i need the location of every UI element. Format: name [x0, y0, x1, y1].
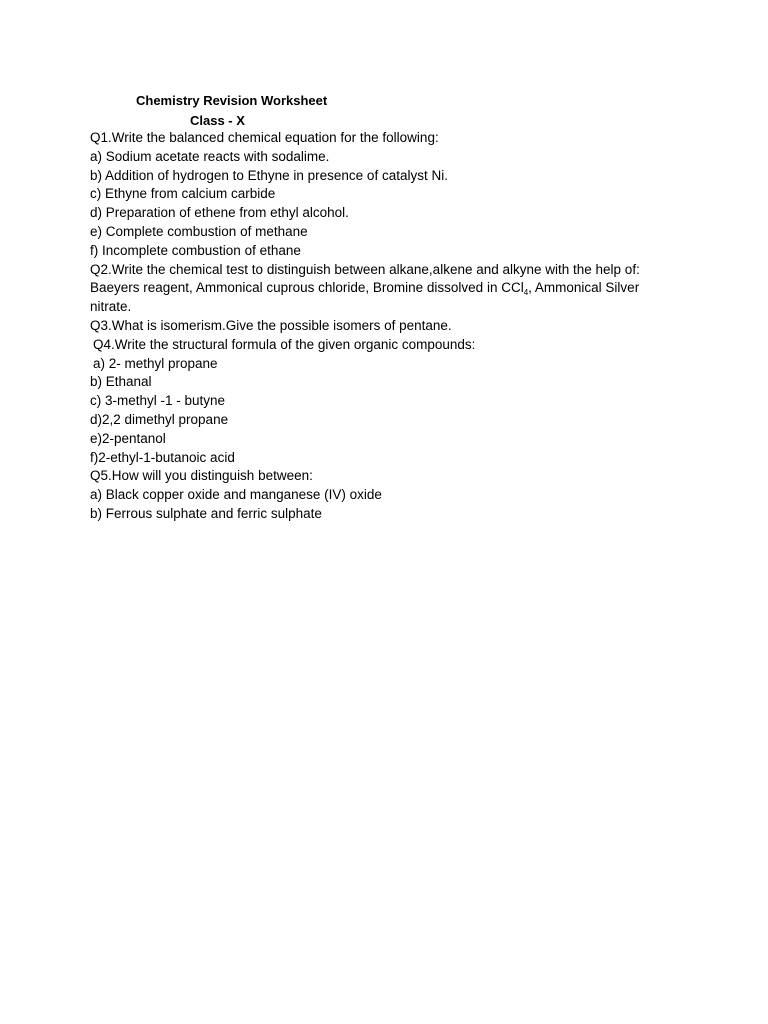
q4-item-c: c) 3-methyl -1 - butyne	[90, 393, 226, 409]
q5-prompt: Q5.How will you distinguish between:	[90, 468, 313, 484]
q1-item-a: a) Sodium acetate reacts with sodalime.	[90, 148, 330, 164]
class-label: Class - X	[190, 113, 245, 128]
q4-item-d: d)2,2 dimethyl propane	[90, 411, 229, 427]
q1-item-c: c) Ethyne from calcium carbide	[90, 186, 276, 202]
ccl4-subscript: 4	[523, 288, 529, 298]
q1-item-d: d) Preparation of ethene from ethyl alcohol.	[90, 205, 349, 221]
q2-reagents-line-cont: nitrate.	[90, 299, 132, 315]
q1-item-b: b) Addition of hydrogen to Ethyne in presence of catalyst Ni.	[90, 167, 448, 183]
q5-item-b: b) Ferrous sulphate and ferric sulphate	[90, 505, 322, 521]
q1-item-e: e) Complete combustion of methane	[90, 223, 308, 239]
q1-prompt: Q1.Write the balanced chemical equation for the following:	[90, 130, 439, 145]
q4-item-e: e)2-pentanol	[90, 430, 166, 446]
q4-item-a: a) 2- methyl propane	[93, 355, 218, 371]
q2-reagents-text-end: , Ammonical Silver	[528, 280, 640, 296]
q1-item-f: f) Incomplete combustion of ethane	[90, 242, 301, 258]
q4-item-f: f)2-ethyl-1-butanoic acid	[90, 449, 235, 465]
q2-reagents-text: Baeyers reagent, Ammonical cuprous chloride, Bromine dissolved in CCl	[90, 280, 524, 296]
q2-reagents-line	[90, 279, 690, 298]
worksheet-body	[90, 129, 690, 524]
worksheet-title: Chemistry Revision Worksheet	[136, 93, 328, 108]
q2-prompt: Q2.Write the chemical test to distinguish between alkane,alkene and alkyne with the help of:	[90, 261, 640, 277]
q4-prompt: Q4.Write the structural formula of the given organic compounds:	[93, 336, 476, 352]
q3-prompt: Q3.What is isomerism.Give the possible isomers of pentane.	[90, 317, 452, 333]
q4-item-b: b) Ethanal	[90, 374, 152, 390]
q5-item-a: a) Black copper oxide and manganese (IV) oxide	[90, 487, 382, 503]
